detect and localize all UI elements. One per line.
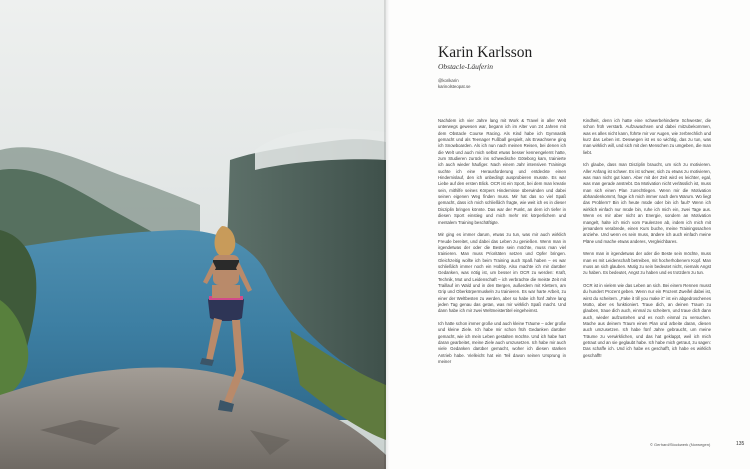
- photo-credit: © Gerhard/Stockwerk (Norwegen): [650, 442, 711, 447]
- paragraph: Nachdem ich vier Jahre lang mit Work & Travel in aller Welt unterwegs gewesen war, begann ich im Alter von 24 Jahren mit dem Obstacle Course Racing. Als Kind habe ich Gymnastik gemacht und als Teenager Fußball gespielt, als Erwachsene ging ich Snowboarden. Als ich nun nach meinen Reisen, bei denen ich die Welt und auch mich selbst etwas besser kennengelernt hatte, zum Studieren zurück ins schwedische Göteborg kam, trainierte ich auch wieder häufiger. Nach einem Jahr intensiven Trainings suchte ich eine Herausforderung und entdeckte einen Hindernislauf, den ich unbedingt ausprobieren musste. Es war Liebe auf den ersten Blick. OCR ist ein Sport, bei dem man kreativ sein, mithilfe seines Körpers Hindernisse überwinden und dabei seinen eigenen Weg finden muss. Mir hat das so viel Spaß gemacht, dass ich mich schließlich fragte, wie weit ich es in dieser Disziplin bringen könnte. Das war der Punkt, an dem ich tiefer in diesen Sport einstieg und mich mehr mit körperlichem und mentalem Training beschäftigte.: [438, 118, 566, 225]
- athlete-website: karinolsteopat.se: [438, 84, 471, 89]
- runner-top: [213, 260, 239, 270]
- paragraph: OCR ist in vielem wie das Leben an sich. Bei einem Rennen musst du hundert Prozent geben. Wenn nur ein Prozent Zweifel dabei ist, wirst du scheitern. „Fake it till you make it“ ist ein abgedroschenes Motto, aber es funktioniert. Traue dich, an deinen Traum zu glauben, traue dich auch, einmal zu scheitern, und traue dich dann auch, wieder aufzustehen und es noch einmal zu versuchen. Mache aus deinem Traum einen Plan und arbeite daran, diesen auch umzusetzen. Ich habe fünf Jahre gebraucht, um meine Träume zu verwirklichen, und das hat geklappt, weil ich mich getraut und an sie geglaubt habe. Ich habe mich getraut, zu sagen: Das schaffe ich. Und ich habe es geschafft, ich habe es wirklich geschafft!: [583, 282, 711, 358]
- paragraph: Ich glaube, dass man Disziplin braucht, um sich zu motivieren. Aller Anfang ist schwer. Es ist schwer, sich zu etwas zu motivieren, was man nicht gut kann. Aber mit der Zeit wird es leichter, egal, was man gerade anstrebt. Da Motivation nicht verlässlich ist, muss man sich einen Plan zurechtlegen. Wenn mir die Motivation abhandenkommt, frage ich mich immer nach dem Warum. Wo liegt das Problem? Bin ich heute müde oder bin ich faul? Wenn ich wirklich einfach nur müde bin, ruhe ich mich ein, zwei Tage aus. Wenn es mir aber nicht an Energie, sondern an Motivation mangelt, halte ich mich vom Faulenzen ab, indem ich mich mit jemandem verabrede, einen Kurs buche, meine Trainingssachen anziehe. Und wenn es sein muss, ändere ich auch einfach meine Pläne und mache etwas anderes, Vergleichbares.: [583, 162, 711, 244]
- paragraph: Wenn man in irgendetwas der oder die Beste sein möchte, muss man es mit Leidenschaft betreiben, mit hocherhobenem Kopf. Man muss an sich glauben. Mutig zu sein bedeutet nicht, niemals Angst zu haben. Es bedeutet, Angst zu haben und es trotzdem zu tun.: [583, 251, 711, 276]
- text-column-right: [583, 118, 711, 365]
- paragraph: Ich hatte schon immer große und auch kleine Träume – oder große und kleine Ziele. Ich habe mir schon früh Gedanken darüber gemacht, wie ich mein Leben gestalten möchte. Und ich habe hart daran gearbeitet, meine Ziele auch umzusetzen. Ich habe mir auch viele Gedanken darüber gemacht, woher ich diesen starken Antrieb habe. Vielleicht hat ein Teil davon seinen Ursprung in meiner: [438, 321, 566, 365]
- text-column-left: [438, 118, 566, 372]
- paragraph: Mir ging es immer darum, etwas zu tun, was mir auch wirklich Freude bereitet, und dabei das Leben zu genießen. Wenn man in irgendetwas der oder die Beste sein möchte, muss man viel trainieren. Man muss Prioritäten setzen und Opfer bringen. Gleichzeitig wollte ich beim Training auch Spaß haben – es war schließlich immer noch ein Hobby. Also machte ich mir darüber Gedanken, was nötig ist, um besser im OCR zu werden: Kraft, Technik, Mut und Leidenschaft – ich verbrachte die meiste Zeit mit Traillauf im Wald und in den Bergen, außerdem mit Klettern, am Grip und Oberkörpermuskeln zu trainieren. Es war harte Arbeit, zu einer der Weltbesten zu werden, aber so habe ich fünf Jahre lang jeden Tag genau das getan, was mir wirklich Spaß macht. Und dann habe ich mir zwei Weltmeistertitel eingeheimst.: [438, 232, 566, 314]
- athlete-name: Karin Karlsson: [438, 44, 533, 61]
- page-number: 135: [736, 441, 745, 447]
- runner-midriff: [212, 285, 240, 298]
- text-page: [390, 0, 750, 469]
- athlete-handle: @korikarin: [438, 78, 459, 83]
- athlete-role: Obstacle-Läuferin: [438, 62, 493, 71]
- paragraph: Kindheit, denn ich hatte eine schwerbehinderte Schwester, die schon früh verstarb. Aufzuwachsen und dabei mitzubekommen, was es alles nicht kann, führte mir vor Augen, wie zerbrechlich und kurz das Leben ist. Deswegen ist es so wichtig, das zu tun, was man wirklich will, und sich mit den Menschen zu umgeben, die man liebt.: [583, 118, 712, 155]
